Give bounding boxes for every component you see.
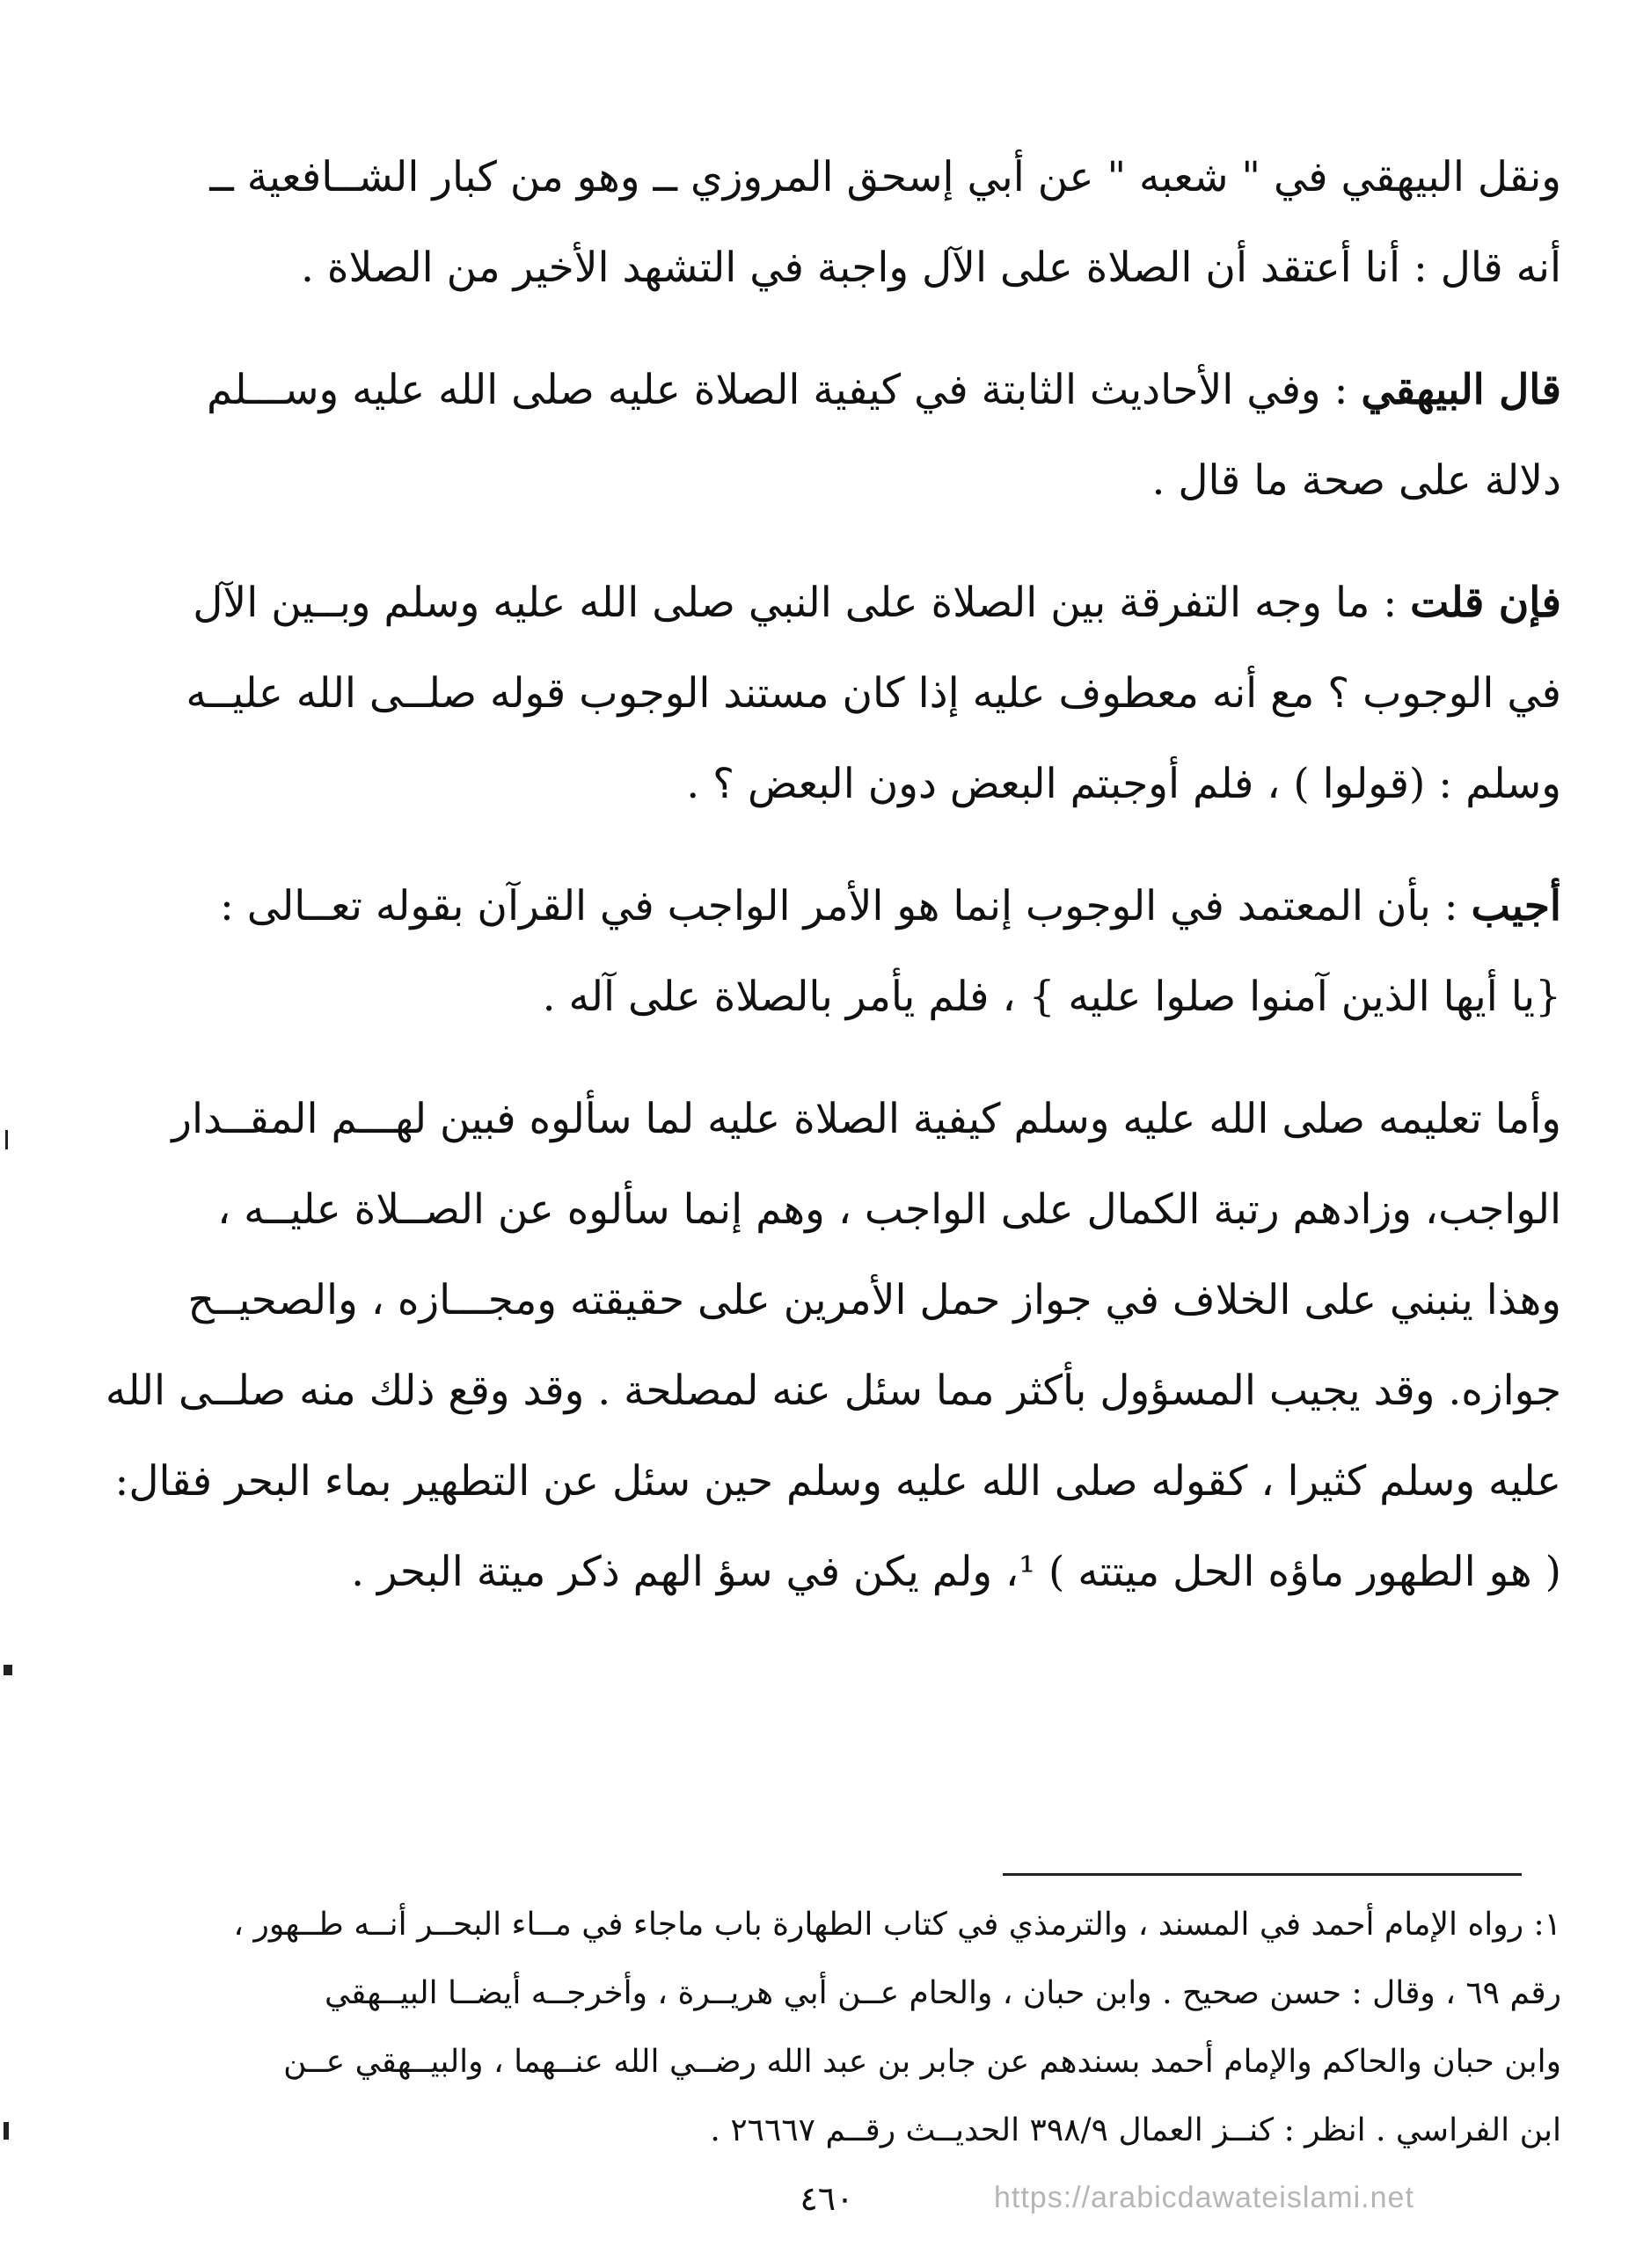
paragraph-1 xyxy=(66,132,1561,313)
text-line xyxy=(66,345,1561,435)
text-line xyxy=(66,861,1561,952)
paragraph-2 xyxy=(66,345,1561,526)
text-line: أنه قال : أنا أعتقد أن الصلاة على الآل واجبة في التشهد الأخير من الصلاة . xyxy=(301,244,1561,292)
paragraph-5 xyxy=(66,1074,1561,1617)
text-line: الواجب، وزادهم رتبة الكمال على الواجب ، وهم إنما سألوه عن الصــلاة عليــه ، xyxy=(217,1185,1561,1234)
text-segment: : ما وجه التفرقة بين الصلاة على النبي صلى الله عليه وسلم وبــين الآل xyxy=(193,579,1411,627)
footnote-line: ١: رواه الإمام أحمد في المسند ، والترمذي في كتاب الطهارة باب ماجاء في مــاء البحــر أنــه طــهور ، xyxy=(233,1907,1561,1943)
footnote-line: ابن الفراسي . انظر : كنــز العمال ٣٩٨/٩ الحديــث رقــم ٢٦٦٦٧ . xyxy=(710,2112,1561,2148)
text-line: ( هو الطهور ماؤه الحل ميتته ) ¹، ولم يكن في سؤ الهم ذكر ميتة البحر . xyxy=(351,1548,1561,1596)
main-text xyxy=(66,132,1561,1649)
text-line: في الوجوب ؟ مع أنه معطوف عليه إذا كان مستند الوجوب قوله صلــى الله عليــه xyxy=(186,669,1561,718)
text-line xyxy=(66,558,1561,648)
scan-mark xyxy=(4,1665,12,1675)
paragraph-lead: قال البيهقي xyxy=(1361,366,1561,414)
footnotes xyxy=(66,1891,1561,2165)
footnote-line: وابن حبان والحاكم والإمام أحمد بسندهم عن جابر بن عبد الله رضــي الله عنــهما ، والبيــهقي عــن xyxy=(283,2044,1561,2080)
text-line: ونقل البيهقي في " شعبه " عن أبي إسحق المروزي ــ وهو من كبار الشــافعية ــ xyxy=(209,153,1561,201)
text-segment: : وفي الأحاديث الثابتة في كيفية الصلاة عليه صلى الله عليه وســـلم xyxy=(207,366,1362,414)
text-line: جوازه. وقد يجيب المسؤول بأكثر مما سئل عنه لمصلحة . وقد وقع ذلك منه صلــى الله xyxy=(105,1367,1561,1415)
scan-mark xyxy=(5,1130,8,1149)
footnote-line: رقم ٦٩ ، وقال : حسن صحيح . وابن حبان ، والحام عــن أبي هريــرة ، وأخرجــه أيضــا البيــهقي xyxy=(325,1975,1561,2011)
paragraph-lead: فإن قلت xyxy=(1410,579,1561,627)
page-number: ٤٦٠ xyxy=(800,2179,854,2218)
text-line: وأما تعليمه صلى الله عليه وسلم كيفية الصلاة عليه لما سألوه فبين لهـــم المقــدار xyxy=(172,1095,1561,1143)
text-line: دلالة على صحة ما قال . xyxy=(1151,456,1561,505)
watermark-url: https://arabicdawateislami.net xyxy=(994,2181,1414,2214)
text-line: وسلم : (قولوا ) ، فلم أوجبتم البعض دون البعض ؟ . xyxy=(686,760,1561,808)
footnote-separator xyxy=(1003,1873,1522,1876)
scan-mark xyxy=(4,2122,9,2140)
paragraph-lead: أجيب xyxy=(1471,882,1561,930)
paragraph-3 xyxy=(66,558,1561,829)
text-line: {يا أيها الذين آمنوا صلوا عليه } ، فلم يأمر بالصلاة على آله . xyxy=(542,973,1561,1021)
paragraph-4 xyxy=(66,861,1561,1042)
text-segment: : بأن المعتمد في الوجوب إنما هو الأمر الواجب في القرآن بقوله تعــالى : xyxy=(220,882,1472,930)
text-line: عليه وسلم كثيرا ، كقوله صلى الله عليه وسلم حين سئل عن التطهير بماء البحر فقال: xyxy=(114,1457,1561,1506)
text-line: وهذا ينبني على الخلاف في جواز حمل الأمرين على حقيقته ومجـــازه ، والصحيــح xyxy=(187,1276,1561,1324)
